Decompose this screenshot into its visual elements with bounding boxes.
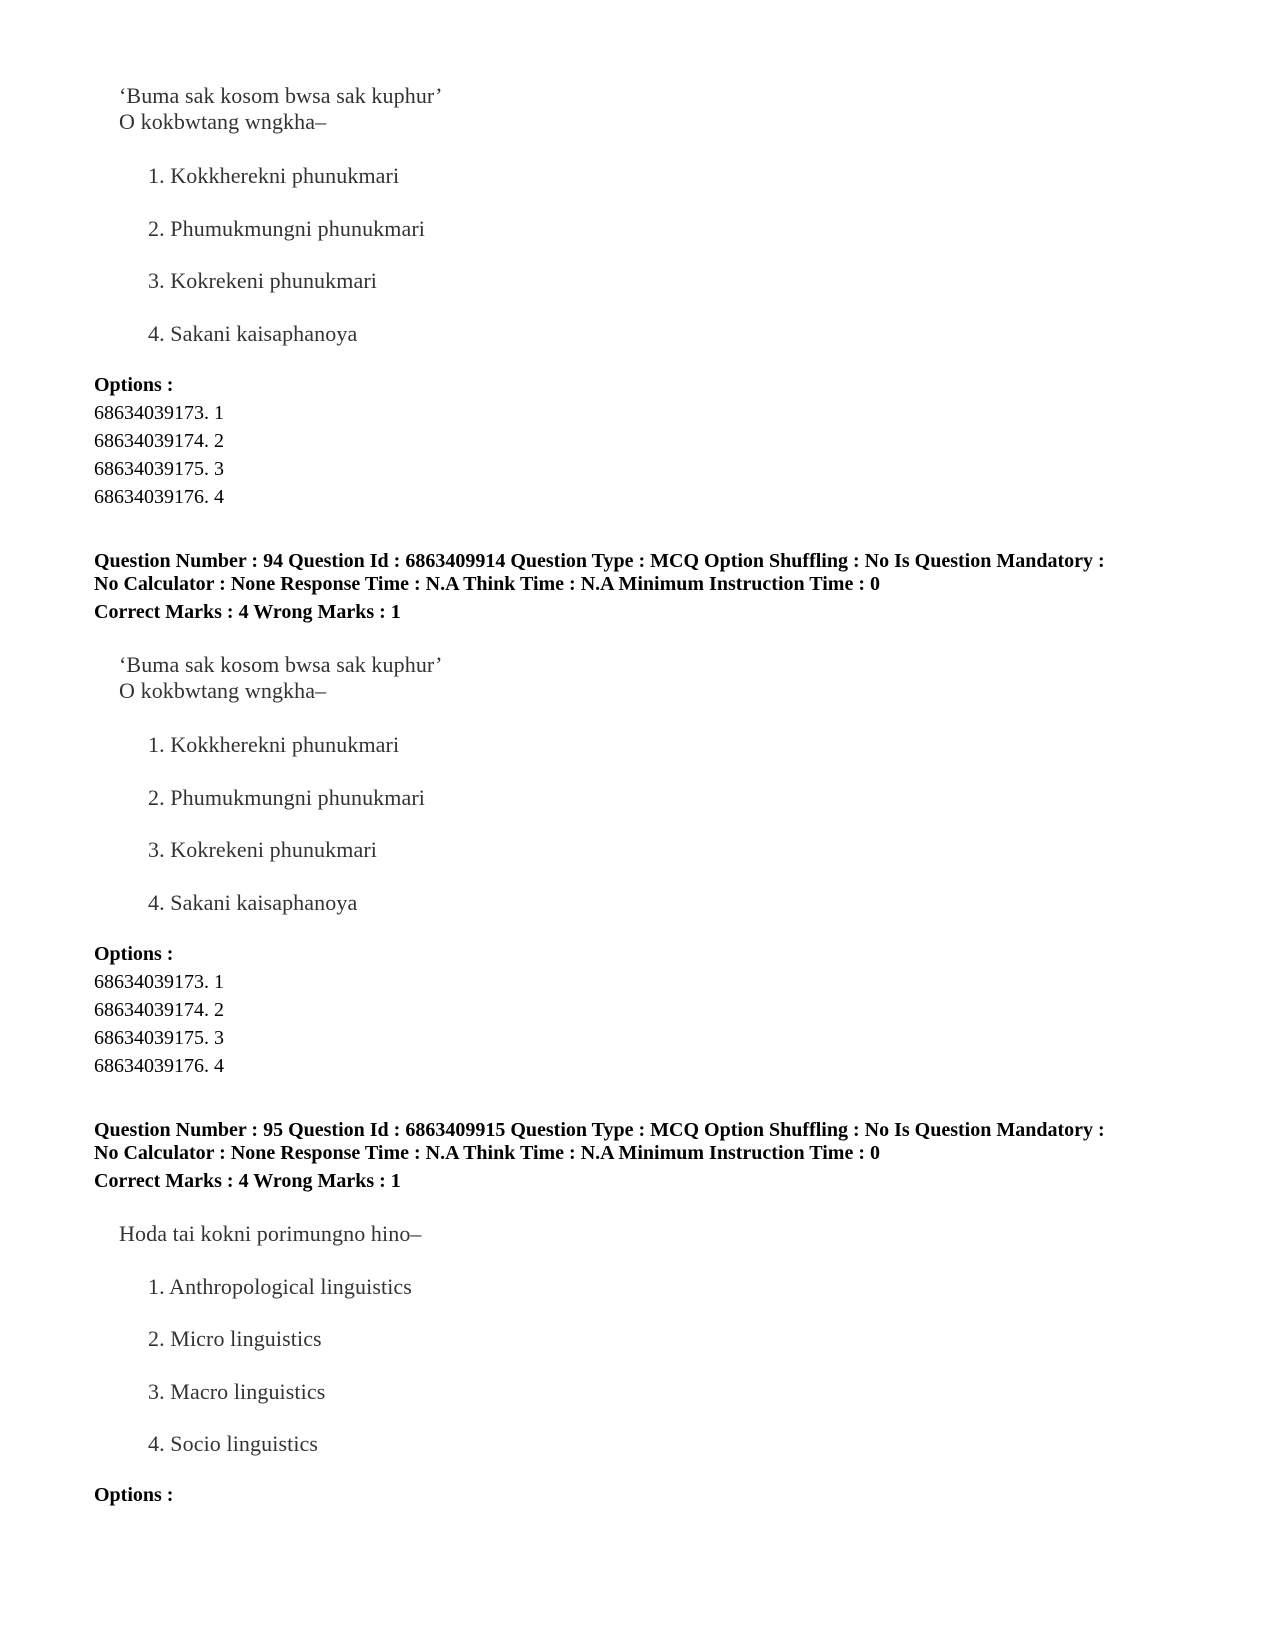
option-id: 68634039174. 2 (94, 430, 224, 452)
question-header: Question Number : 95 Question Id : 6863409915 Question Type : MCQ Option Shuffling : No Is Question Mandatory : (94, 1119, 1105, 1141)
option-id: 68634039173. 1 (94, 971, 224, 993)
answer-choice: 3. Kokrekeni phunukmari (148, 837, 377, 862)
question-header: No Calculator : None Response Time : N.A Think Time : N.A Minimum Instruction Time : 0 (94, 573, 880, 595)
question-stem-line: ‘Buma sak kosom bwsa sak kuphur’ (119, 652, 443, 677)
option-id: 68634039175. 3 (94, 458, 224, 480)
question-header: Question Number : 94 Question Id : 6863409914 Question Type : MCQ Option Shuffling : No Is Question Mandatory : (94, 550, 1105, 572)
answer-choice: 4. Sakani kaisaphanoya (148, 890, 358, 915)
answer-choice: 3. Macro linguistics (148, 1379, 326, 1404)
options-label: Options : (94, 374, 174, 396)
answer-choice: 4. Socio linguistics (148, 1431, 319, 1456)
answer-choice: 1. Kokkherekni phunukmari (148, 163, 400, 188)
answer-choice: 1. Anthropological linguistics (148, 1274, 412, 1299)
option-id: 68634039175. 3 (94, 1027, 224, 1049)
answer-choice: 4. Sakani kaisaphanoya (148, 321, 358, 346)
option-id: 68634039176. 4 (94, 1055, 224, 1077)
option-id: 68634039173. 1 (94, 402, 224, 424)
options-label: Options : (94, 943, 174, 965)
answer-choice: 2. Micro linguistics (148, 1326, 322, 1351)
question-marks: Correct Marks : 4 Wrong Marks : 1 (94, 601, 401, 623)
option-id: 68634039176. 4 (94, 486, 224, 508)
option-id: 68634039174. 2 (94, 999, 224, 1021)
answer-choice: 2. Phumukmungni phunukmari (148, 216, 425, 241)
options-label: Options : (94, 1484, 174, 1506)
answer-choice: 1. Kokkherekni phunukmari (148, 732, 400, 757)
question-stem-line: Hoda tai kokni porimungno hino– (119, 1221, 422, 1246)
question-stem-line: ‘Buma sak kosom bwsa sak kuphur’ (119, 83, 443, 108)
answer-choice: 3. Kokrekeni phunukmari (148, 268, 377, 293)
answer-choice: 2. Phumukmungni phunukmari (148, 785, 425, 810)
question-stem-line: O kokbwtang wngkha– (119, 678, 327, 703)
question-stem-line: O kokbwtang wngkha– (119, 109, 327, 134)
question-header: No Calculator : None Response Time : N.A Think Time : N.A Minimum Instruction Time : 0 (94, 1142, 880, 1164)
question-marks: Correct Marks : 4 Wrong Marks : 1 (94, 1170, 401, 1192)
